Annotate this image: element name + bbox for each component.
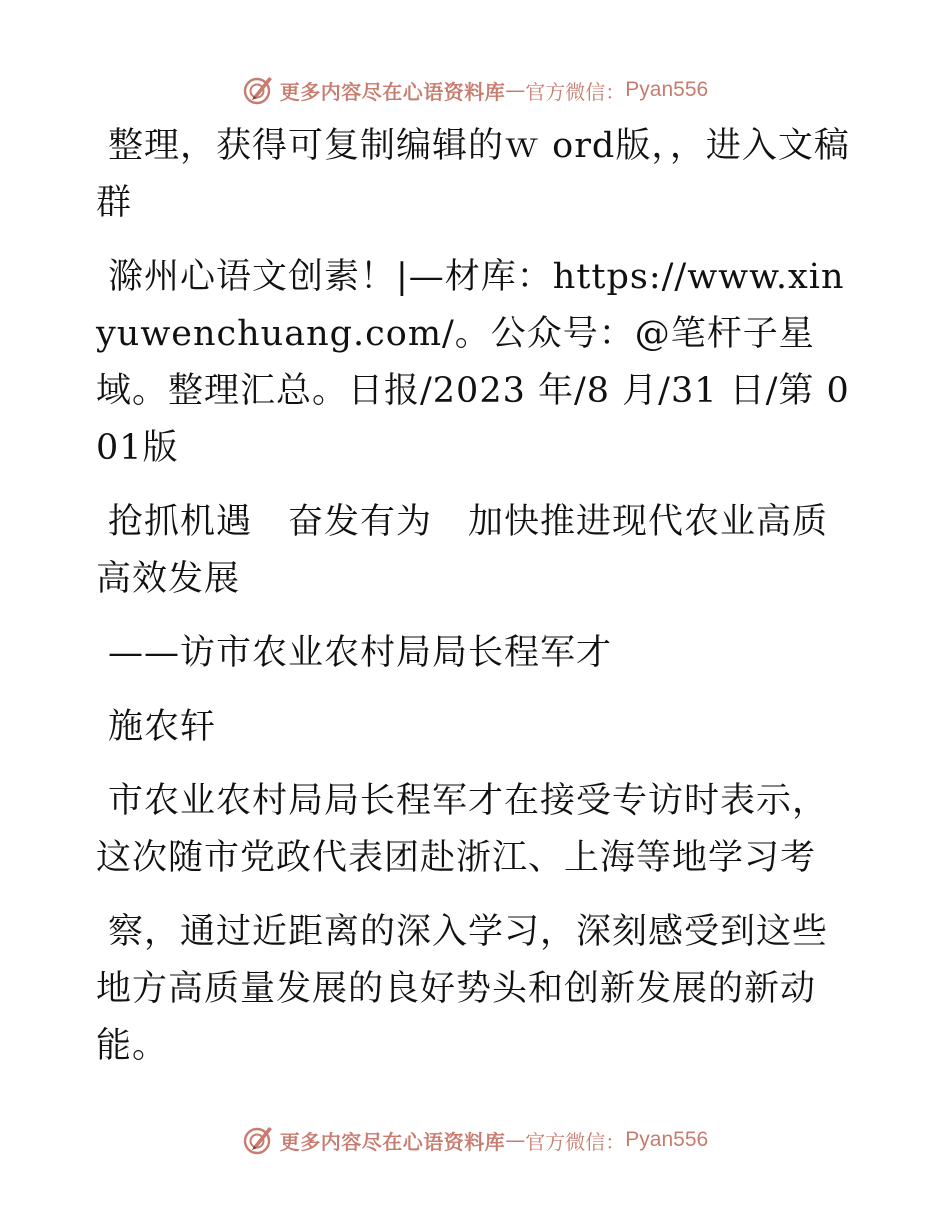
document-body <box>96 118 856 1092</box>
body-paragraph: 市农业农村局局长程军才在接受专访时表示，这次随市党政代表团赴浙江、上海等地学习考 <box>96 781 829 878</box>
banner-dash: — <box>505 1128 526 1152</box>
banner-wechat-label: 官方微信： <box>525 1129 626 1154</box>
paragraph-intro: 整理，获得可复制编辑的ｗ ord版，，进入文稿群 <box>96 126 850 223</box>
article-title: 抢抓机遇 奋发有为 加快推进现代农业高质高效发展 <box>96 502 829 599</box>
article-subtitle: ——访市农业农村局局长程军才 <box>108 633 613 673</box>
body-paragraph: 察，通过近距离的深入学习，深刻感受到这些地方高质量发展的良好势头和创新发展的新动能。 <box>96 912 829 1066</box>
banner-main-text: 更多内容尽在心语资料库 <box>279 1129 506 1154</box>
quill-logo-icon <box>242 1123 276 1157</box>
banner-wechat-id: Pyan556 <box>625 1128 709 1151</box>
banner-dash: — <box>505 78 526 102</box>
footer-banner <box>0 1120 950 1160</box>
paragraph-source-info: 滁州心语文创素！|—材库：https://www.xinyuwenchuang.com/。公众号：@笔杆子星域。整理汇总。日报/2023 年/8 月/31 日/第 001版 <box>96 257 850 468</box>
banner-wechat-label: 官方微信： <box>525 79 626 104</box>
quill-logo-icon <box>242 73 276 107</box>
article-author: 施农轩 <box>108 707 217 747</box>
banner-wechat-id: Pyan556 <box>625 78 709 101</box>
banner-main-text: 更多内容尽在心语资料库 <box>279 79 506 104</box>
header-banner <box>0 70 950 110</box>
